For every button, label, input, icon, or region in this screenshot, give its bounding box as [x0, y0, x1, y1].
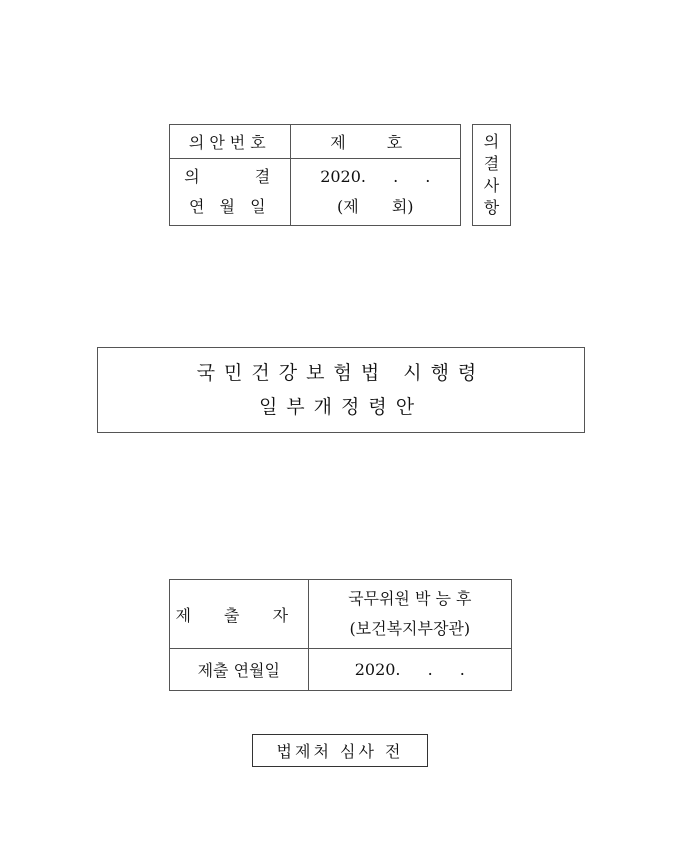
document-title-line2: 일부개정령안 — [258, 396, 424, 418]
resolution-char: 결 — [483, 154, 500, 173]
resolution-date-value-line2: (제 회) — [337, 197, 414, 216]
review-status-box: 법제처 심사 전 — [252, 734, 428, 767]
resolution-date-value-line1: 2020. . . — [320, 167, 431, 186]
resolution-char: 사 — [483, 176, 500, 195]
submitter-name: 국무위원 박 능 후 — [348, 589, 472, 608]
resolution-char: 항 — [483, 198, 500, 217]
submitter-label: 제 출 자 — [170, 580, 309, 649]
submission-info-table — [169, 579, 512, 691]
resolution-date-label-line1: 의 결 — [184, 167, 276, 186]
resolution-date-value — [290, 159, 460, 226]
bill-number-label: 의안번호 — [170, 125, 291, 159]
submitter-value — [308, 580, 511, 649]
submission-date-value: 2020. . . — [308, 649, 511, 691]
document-title-box — [97, 347, 585, 433]
resolution-date-label — [170, 159, 291, 226]
resolution-date-label-line2: 연 월 일 — [189, 197, 271, 216]
resolution-items-box — [472, 124, 511, 226]
document-title-line1: 국민건강보험법 시행령 — [196, 362, 486, 384]
submission-date-label: 제출 연월일 — [170, 649, 309, 691]
resolution-char: 의 — [483, 132, 500, 151]
submitter-title: (보건복지부장관) — [349, 619, 471, 638]
bill-info-table — [169, 124, 461, 226]
bill-number-value: 제 호 — [290, 125, 460, 159]
